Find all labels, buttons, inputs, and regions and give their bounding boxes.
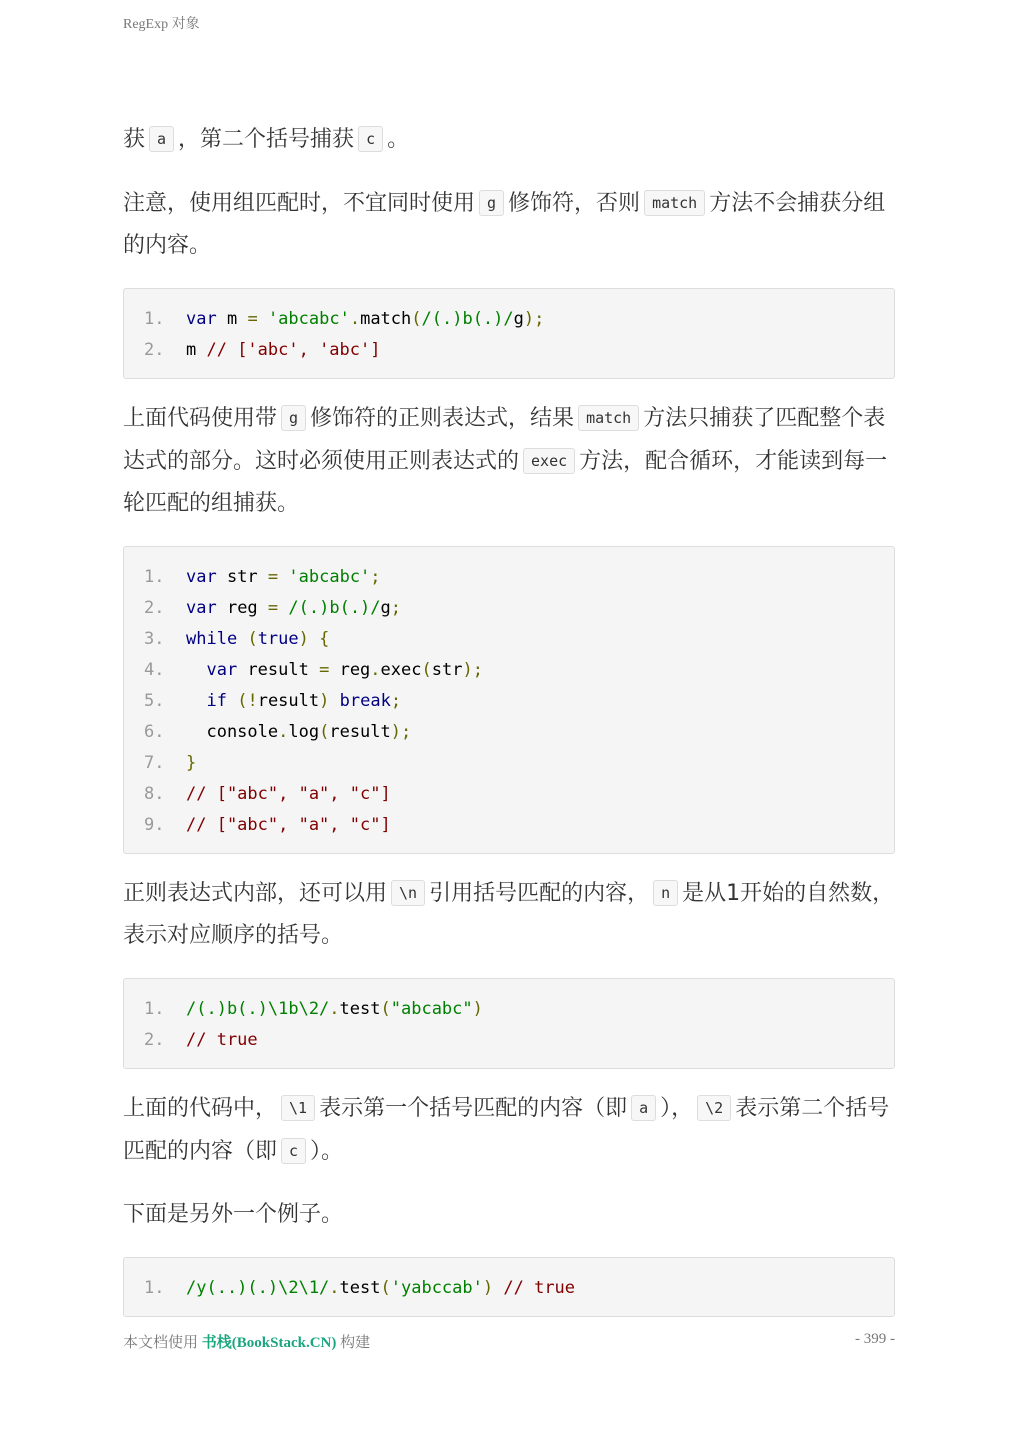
code-token — [227, 691, 237, 711]
code-token: break — [339, 691, 391, 711]
inline-code: c — [281, 1138, 306, 1164]
code-token: // true — [186, 1030, 258, 1050]
code-token: // ['abc', 'abc'] — [206, 340, 381, 360]
code-line — [144, 335, 894, 366]
code-token: ( — [421, 660, 432, 680]
code-line — [144, 810, 894, 841]
code-token: true — [257, 629, 299, 649]
inline-code: a — [631, 1095, 656, 1121]
code-token: var — [186, 309, 217, 329]
inline-code: a — [149, 126, 174, 152]
code-token: // ["abc", "a", "c"] — [186, 815, 391, 835]
code-token: ) — [319, 691, 330, 711]
code-token: . — [370, 660, 381, 680]
paragraph-capture-continued: 获 a ，第二个括号捕获 c 。 — [123, 127, 410, 152]
code-token: g — [380, 598, 391, 618]
code-token — [186, 660, 206, 680]
code-token: // ["abc", "a", "c"] — [186, 784, 391, 804]
page-footer — [123, 1331, 895, 1352]
code-token: . — [329, 999, 340, 1019]
code-block-3[interactable] — [123, 978, 895, 1069]
code-line — [144, 994, 894, 1025]
line-number: 6. — [144, 722, 165, 742]
code-token — [278, 567, 288, 587]
code-token — [278, 598, 288, 618]
line-number: 2. — [144, 598, 165, 618]
paragraph-exec-explanation: 上面代码使用带 g 修饰符的正则表达式，结果 match 方法只捕获了匹配整个表达式的部分。这时必须使用正则表达式的 exec 方法，配合循环，才能读到每一轮匹配的组捕获。 — [123, 406, 888, 516]
inline-code: match — [578, 405, 639, 431]
code-token: g — [513, 309, 524, 329]
paragraph-backreference: 正则表达式内部，还可以用 \n 引用括号匹配的内容， n 是从1开始的自然数，表示对应顺序的括号。 — [123, 881, 895, 948]
footer-suffix: 构建 — [340, 1335, 371, 1351]
line-number: 2. — [144, 1030, 165, 1050]
paragraph-g-flag-note: 注意，使用组匹配时，不宜同时使用 g 修饰符，否则 match 方法不会捕获分组的内容。 — [123, 191, 886, 258]
code-token: reg — [329, 660, 371, 680]
code-token: m — [216, 309, 248, 329]
code-line — [144, 1273, 894, 1304]
code-line — [144, 624, 894, 655]
code-token: ; — [370, 567, 381, 587]
line-number: 9. — [144, 815, 165, 835]
line-number: 7. — [144, 753, 165, 773]
code-token: console — [186, 722, 279, 742]
code-token: { — [319, 629, 330, 649]
code-token: = — [319, 660, 330, 680]
code-token: ( — [380, 999, 391, 1019]
code-token: reg — [216, 598, 268, 618]
code-token: ) — [482, 1278, 494, 1298]
line-number: 1. — [144, 1278, 165, 1298]
code-token: while — [186, 629, 238, 649]
code-line — [144, 717, 894, 748]
code-line — [144, 655, 894, 686]
inline-code: g — [281, 405, 306, 431]
code-token: ) — [472, 999, 483, 1019]
line-number: 2. — [144, 340, 165, 360]
code-token: /(.)b(.)/ — [421, 309, 514, 329]
code-token: ) — [298, 629, 309, 649]
code-token: } — [186, 753, 197, 773]
code-token: 'abcabc' — [288, 567, 371, 587]
paragraph-another-example: 下面是另外一个例子。 — [123, 1202, 344, 1227]
code-token: log — [288, 722, 320, 742]
code-token: result — [237, 660, 320, 680]
code-token — [237, 629, 247, 649]
code-block-4[interactable] — [123, 1257, 895, 1317]
code-token — [186, 691, 206, 711]
footer-brand-link[interactable]: 书栈(BookStack.CN) — [201, 1335, 337, 1351]
footer-prefix: 本文档使用 — [123, 1335, 199, 1351]
code-token: ; — [390, 598, 402, 618]
inline-code: match — [644, 190, 705, 216]
code-token: var — [206, 660, 238, 680]
code-line — [144, 562, 894, 593]
code-token: result — [329, 722, 391, 742]
code-token: . — [329, 1278, 340, 1298]
code-token: . — [278, 722, 289, 742]
line-number: 3. — [144, 629, 165, 649]
code-token: if — [206, 691, 227, 711]
code-line — [144, 686, 894, 717]
code-line — [144, 748, 894, 779]
code-token: str — [216, 567, 268, 587]
page-content — [123, 118, 895, 1317]
code-line — [144, 779, 894, 810]
code-line — [144, 593, 894, 624]
code-token: /(.)b(.)/ — [288, 598, 381, 618]
code-token: var — [186, 567, 217, 587]
code-token: /(.)b(.)\1b\2/ — [186, 999, 330, 1019]
code-token: str — [431, 660, 463, 680]
line-number: 1. — [144, 567, 165, 587]
code-token: ); — [462, 660, 483, 680]
code-token: /y(..)(.)\2\1/ — [186, 1278, 330, 1298]
code-token: = — [247, 309, 258, 329]
code-token: = — [267, 567, 279, 587]
inline-code: \2 — [697, 1095, 731, 1121]
code-token: 'yabccab' — [390, 1278, 483, 1298]
inline-code: c — [358, 126, 383, 152]
code-token — [309, 629, 319, 649]
code-token: exec — [380, 660, 422, 680]
line-number: 1. — [144, 999, 165, 1019]
code-token: (! — [237, 691, 258, 711]
code-token: test — [339, 999, 381, 1019]
code-token: ); — [390, 722, 412, 742]
code-token: "abcabc" — [390, 999, 473, 1019]
code-token: = — [267, 598, 279, 618]
line-number: 4. — [144, 660, 165, 680]
inline-code: n — [653, 880, 678, 906]
code-block-1[interactable] — [123, 288, 895, 379]
code-token: ( — [247, 629, 258, 649]
page-number: - 399 - — [855, 1331, 895, 1347]
line-number: 8. — [144, 784, 165, 804]
code-token: . — [349, 309, 361, 329]
code-token: ; — [390, 691, 402, 711]
code-token: match — [360, 309, 412, 329]
code-token — [258, 309, 268, 329]
inline-code: exec — [523, 448, 575, 474]
code-line — [144, 304, 894, 335]
code-token: ( — [411, 309, 422, 329]
code-token: 'abcabc' — [267, 309, 350, 329]
code-token: ); — [523, 309, 545, 329]
code-token: test — [339, 1278, 381, 1298]
running-header: RegExp 对象 — [123, 17, 200, 32]
code-token — [493, 1278, 503, 1298]
code-token: // true — [503, 1278, 576, 1298]
paragraph-backreference-meaning: 上面的代码中， \1 表示第一个括号匹配的内容（即 a ）， \2 表示第二个括号匹配的内容（即 c ）。 — [123, 1096, 890, 1164]
inline-code: g — [479, 190, 504, 216]
line-number: 1. — [144, 309, 165, 329]
code-token: ( — [319, 722, 330, 742]
code-block-2[interactable] — [123, 546, 895, 854]
code-token: ( — [380, 1278, 391, 1298]
code-token: m — [186, 340, 207, 360]
code-token — [329, 691, 339, 711]
line-number: 5. — [144, 691, 165, 711]
code-token: result — [257, 691, 320, 711]
code-token: var — [186, 598, 217, 618]
inline-code: \1 — [281, 1095, 315, 1121]
inline-code: \n — [391, 880, 425, 906]
code-line — [144, 1025, 894, 1056]
